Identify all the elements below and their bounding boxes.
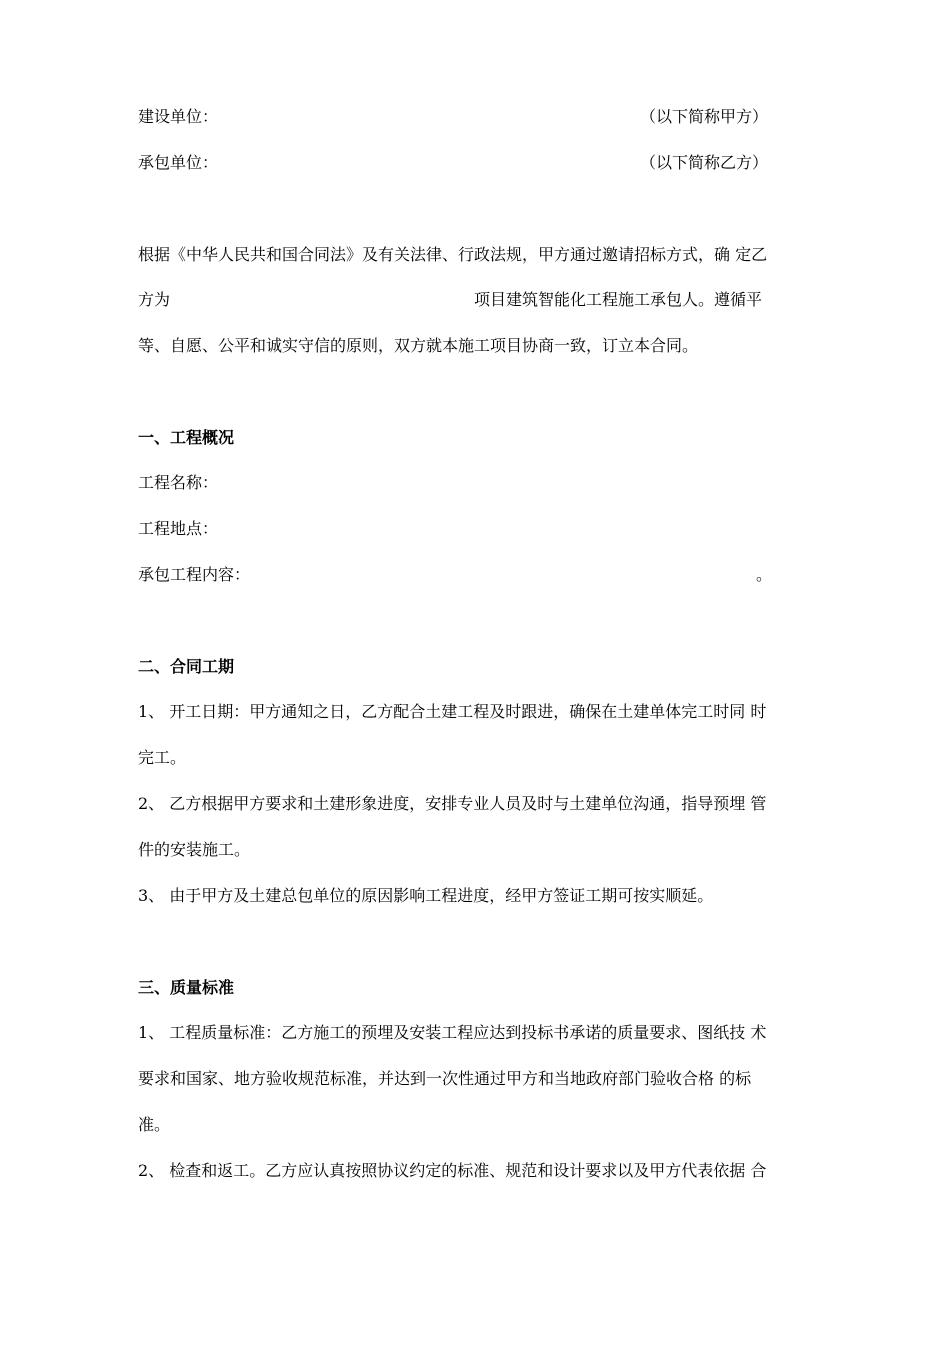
project-name-label: 工程名称： xyxy=(138,473,219,492)
intro-line-2a: 方为 xyxy=(138,290,171,309)
contract-content-end: 。 xyxy=(756,565,773,584)
section2-title: 二、合同工期 xyxy=(138,657,235,676)
project-location-label: 工程地点： xyxy=(138,519,219,538)
section2-item2-line2: 件的安装施工。 xyxy=(138,840,251,859)
builder-label: 建设单位： xyxy=(138,107,219,126)
section3-item1-line1: 1、 工程质量标准：乙方施工的预埋及安装工程应达到投标书承诺的质量要求、图纸技 术 xyxy=(138,1023,767,1042)
section1-title: 一、工程概况 xyxy=(138,428,235,447)
section3-item1-line2: 要求和国家、地方验收规范标准，并达到一次性通过甲方和当地政府部门验收合格 的标 xyxy=(138,1069,752,1088)
section2-item1-line2: 完工。 xyxy=(138,748,187,767)
contractor-note: （以下简称乙方） xyxy=(640,153,769,172)
section3-item1-line3: 准。 xyxy=(138,1115,171,1134)
intro-line-3: 等、自愿、公平和诚实守信的原则，双方就本施工项目协商一致，订立本合同。 xyxy=(138,336,699,355)
contractor-label: 承包单位： xyxy=(138,153,219,172)
section2-item2-line1: 2、 乙方根据甲方要求和土建形象进度，安排专业人员及时与土建单位沟通，指导预埋 管 xyxy=(138,794,767,813)
section3-item2-line1: 2、 检查和返工。乙方应认真按照协议约定的标准、规范和设计要求以及甲方代表依据 合 xyxy=(138,1161,767,1180)
intro-line-1: 根据《中华人民共和国合同法》及有关法律、行政法规，甲方通过邀请招标方式，确 定乙 xyxy=(138,245,768,264)
section2-item3: 3、 由于甲方及土建总包单位的原因影响工程进度，经甲方签证工期可按实顺延。 xyxy=(138,886,714,905)
section2-item1-line1: 1、 开工日期：甲方通知之日，乙方配合土建工程及时跟进，确保在土建单体完工时同 时 xyxy=(138,702,767,721)
intro-line-2b: 项目建筑智能化工程施工承包人。遵循平 xyxy=(474,290,763,309)
builder-note: （以下简称甲方） xyxy=(640,107,769,126)
contract-content-label: 承包工程内容： xyxy=(138,565,251,584)
section3-title: 三、质量标准 xyxy=(138,978,235,997)
